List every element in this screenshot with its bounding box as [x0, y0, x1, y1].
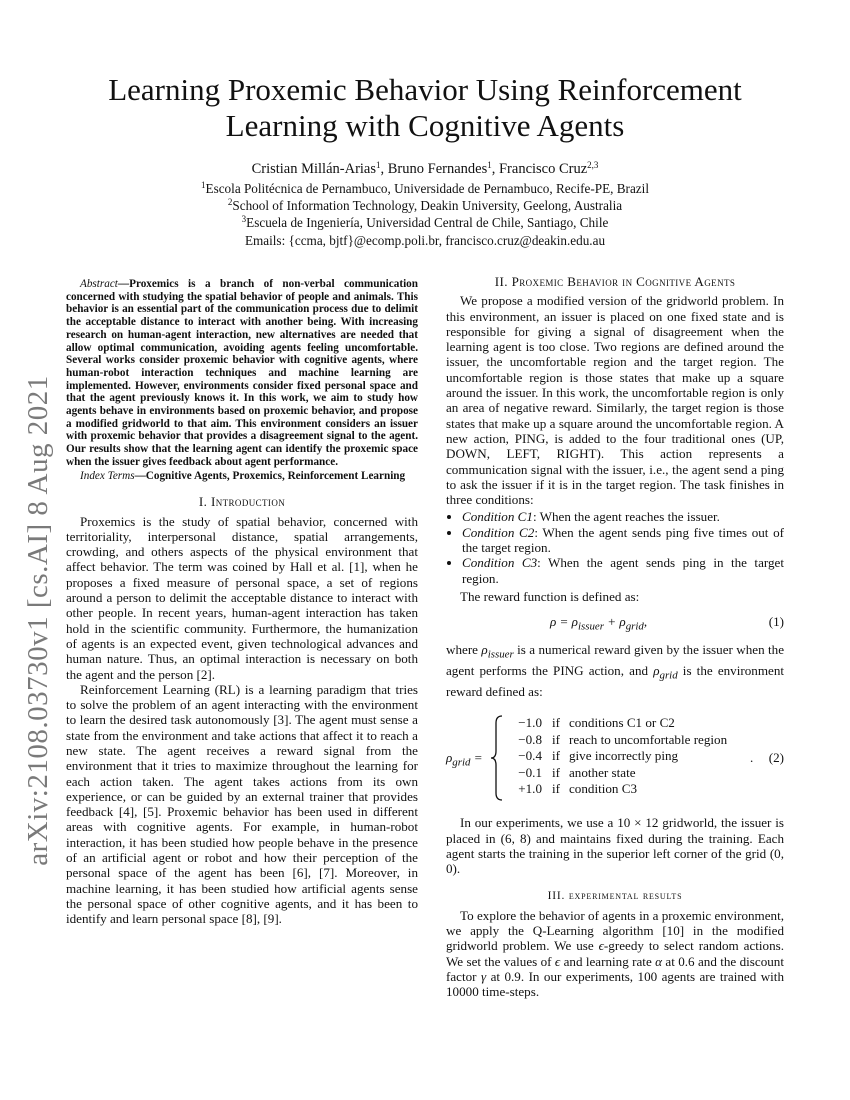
conditions-list [446, 509, 784, 585]
paragraph: The reward function is defined as: [460, 588, 640, 604]
left-column [66, 278, 418, 927]
affil-text: School of Information Technology, Deakin University, Geelong, Australia [232, 198, 623, 214]
affil-text: Escuela de Ingeniería, Universidad Central de Chile, Santiago, Chile [246, 215, 609, 231]
title-line-1: Learning Proxemic Behavior Using Reinforcement [108, 72, 742, 107]
case-value: −0.1 [518, 764, 542, 780]
text-run: gridworld, the issuer is placed in [446, 815, 784, 846]
affiliation-line [60, 197, 790, 214]
equation-number: (1) [768, 614, 784, 630]
text-run: In our experiments, we use a [460, 815, 618, 831]
condition-text: : When the agent sends ping five times out of the target region. [462, 524, 785, 556]
math-symbol: $\rho_{grid}$ [653, 663, 678, 682]
case-desc: give incorrectly ping [569, 748, 679, 764]
case-desc: reach to uncomfortable region [569, 731, 728, 747]
case-if: if [552, 715, 560, 731]
section-heading: I. Introduction [198, 494, 286, 510]
math-symbol: ϵ [598, 938, 604, 954]
affiliations [60, 180, 790, 249]
text-run: -greedy to select random actions. We set the values of [446, 938, 784, 969]
text-run: is the environment reward defined as: [446, 663, 784, 700]
section-heading: III. experimental results [547, 889, 683, 902]
condition-label: Condition C2 [462, 524, 535, 540]
equation-number: (2) [768, 750, 784, 766]
case-if: if [552, 764, 560, 780]
equation-2 [446, 715, 784, 805]
case-value: +1.0 [518, 780, 542, 796]
arxiv-identifier: arXiv:2108.03730v1 [cs.AI] 8 Aug 2021 [21, 374, 54, 866]
author-name: Francisco Cruz [498, 161, 588, 177]
case-value: −0.8 [518, 731, 542, 747]
text-run: where [446, 642, 482, 658]
affil-sup: 1 [201, 180, 206, 190]
abstract [66, 278, 418, 469]
text-run: at 0.9. In our experiments, 100 agents are trained with 10000 time-steps. [446, 969, 784, 1000]
index-terms-text: —Cognitive Agents, Proxemics, Reinforcement Learning [134, 469, 406, 482]
case-desc: another state [569, 764, 636, 780]
case-row [508, 765, 732, 781]
text-run: . [456, 861, 461, 877]
case-row [508, 715, 732, 731]
affiliation-line [60, 180, 790, 197]
affil-text: Escola Politécnica de Pernambuco, Universidade de Pernambuco, Recife-PE, Brazil [205, 181, 649, 196]
affiliation-line [60, 214, 790, 231]
case-if: if [552, 748, 560, 764]
case-value: −0.4 [518, 748, 542, 764]
list-item [462, 525, 784, 556]
condition-text: : When the agent reaches the issuer. [532, 509, 720, 525]
math-symbol: ϵ [554, 953, 561, 969]
abstract-label: Abstract [80, 278, 118, 290]
author-affil-sup: 2,3 [587, 160, 599, 170]
affil-sup: 2 [227, 197, 233, 208]
case-if: if [552, 780, 560, 796]
left-brace-icon [490, 715, 504, 801]
author-affil-sup: 1 [487, 160, 492, 170]
author-list: Cristian Millán-Arias$^1$, Bruno Fernandes$^1$, Francisco Cruz$^{2,3}$ [251, 160, 599, 177]
math-value: (6, 8) [500, 830, 531, 846]
list-item [462, 509, 784, 524]
text-run: To explore the behavior of agents in a proxemic environment, we apply the Q-Learning algorithm [10] in the modified gridworld problem. We use [446, 907, 784, 954]
case-row [508, 748, 732, 764]
text-run: at 0.6 and the discount factor [446, 953, 784, 985]
emails-line: Emails: {ccma, bjtf}@ecomp.poli.br, francisco.cruz@deakin.edu.au [244, 232, 606, 248]
paragraph [446, 908, 784, 1000]
math-value: (0, 0) [446, 845, 784, 877]
paragraph [446, 815, 784, 876]
condition-label: Condition C1 [462, 509, 533, 525]
paragraph: Proxemics is the study of spatial behavior, concerned with territoriality, interpersonal distance, spatial arrangements, crowding, and others aspects of the physical environment that affect behavior. The term was coined by Hall et al. [1], when he proposes a fixed measure of personal space, a set of regions around a person to delimit the acceptable distance to interact with other people. In recent years, human-agent interaction has taken hold in the scientific community. Furthermore, the humanization of agents is an expected event, given technological advances and human nature. Thus, an optimal interaction is necessary on both the agent and the person [2]. [66, 513, 418, 682]
math-symbol: $\rho_{issuer}$ [481, 642, 514, 661]
list-item [462, 555, 784, 586]
paragraph [446, 642, 784, 699]
equation-period: . [750, 750, 754, 766]
cases-table [508, 715, 732, 797]
section-heading: II. Proxemic Behavior in Cognitive Agents [494, 274, 736, 289]
condition-text: : When the agent sends ping in the target region. [462, 555, 784, 586]
index-terms-label: Index Terms [80, 469, 135, 482]
text-run: is a numerical reward given by the issuer when the agent performs the PING action, and [446, 642, 785, 679]
affil-sup: 3 [241, 214, 247, 225]
paragraph: Reinforcement Learning (RL) is a learning paradigm that tries to solve the problem of an agent interacting with the environment to learn the desired task autonomously [3]. The agent must sense a state from the environment and take actions that affect it to reach a new state. The agent receives a reward signal from the environment that it tries to maximize throughout the learning for each action taken. The agent takes actions from its own experience, or can be guided by an external trainer that provides feedback [4], [5]. Proxemic behavior has been used in different areas with cognitive agents. For example, in human-robot interaction, it has been studied how people behave in the presence of an artificial agent or robot and how their perception of the personal space of the agent has been [6], [7]. Moreover, in machine learning, it has been studied how artificial agents sense the personal space of other cognitive agents, and it has been to identify and learn personal space [8], [9]. [66, 681, 418, 927]
math-value: 10 × 12 [617, 815, 659, 831]
index-terms [66, 470, 418, 483]
equation-1 [446, 610, 784, 636]
equation-lhs: $\rho_{grid}$ = [446, 750, 483, 769]
case-desc: conditions C1 or C2 [569, 715, 675, 731]
title-line-2: Learning with Cognitive Agents [225, 108, 625, 143]
math-symbol: γ [480, 969, 487, 985]
condition-label: Condition C3 [462, 555, 538, 571]
abstract-text: —Proxemics is a branch of non-verbal communication concerned with studying the spatial behavior of people and animals. This behavior is an essential part of the communication process due to delimit the acceptable distance to interact with another being. With increasing research on human-agent interaction, new alternatives are needed that allow optimal communication, avoiding agents feeling uncomfortable. Several works consider proxemic behavior with cognitive agents, where human-robot interaction techniques and machine learning are implemented. However, environments consider fixed personal space and that the agent previously knows it. In this work, we aim to study how agents behave in environments based on proxemic behavior, and propose a modified gridworld to that aim. This environment considers an issuer with proxemic behavior that provides a disagreement signal to the agent. Our results show that the learning agent can identify the proxemic space when the issuer gives feedback about agent performance. [66, 278, 418, 468]
right-column [446, 274, 785, 1000]
paragraph: We propose a modified version of the gridworld problem. In this environment, an issuer is placed on one fixed state and is responsible for giving a signal of disagreement when the learning agent is too close. Two regions are defined around the issuer, the uncomfortable region and the target region. The uncomfortable region is those states that make up a square around the issuer. In this work, the uncomfortable region is only an area of negative reward. Similarly, the target region is those states that make up a square around the uncomfortable region. A new action, PING, is added to the four traditional ones (UP, DOWN, LEFT, RIGHT). This action represents a communication signal with the issuer, i.e., the agent send a ping to ask the issuer if it is in the target region. The task finishes in three conditions: [446, 293, 784, 508]
paper-title [60, 72, 790, 144]
case-if: if [552, 731, 560, 747]
author-name: Bruno Fernandes [387, 161, 488, 177]
text-run: and maintains fixed during the training. Each agent starts the training in the superior left corner of the grid [446, 830, 785, 861]
author-affil-sup: 1 [376, 160, 381, 170]
case-value: −1.0 [518, 715, 542, 731]
text-run: and learning rate [560, 953, 656, 969]
math-symbol: α [655, 953, 663, 969]
arxiv-sidebar [8, 300, 68, 940]
case-row [508, 732, 732, 748]
case-row [508, 781, 732, 797]
equation-expression: $\rho = \rho_{issuer} + \rho_{grid}$, [550, 614, 648, 633]
case-desc: condition C3 [569, 780, 638, 796]
author-name: Cristian Millán-Arias [251, 161, 377, 177]
